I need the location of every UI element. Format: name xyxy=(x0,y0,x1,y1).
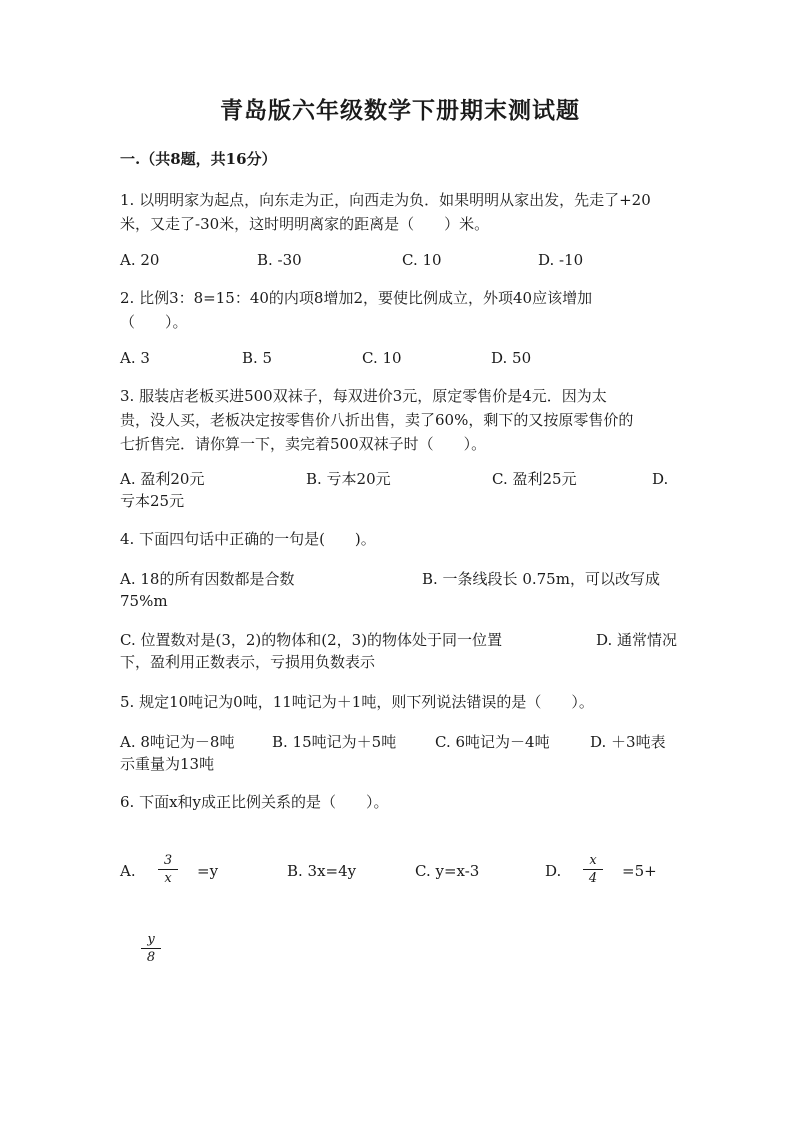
question-3-line-3: 七折售完．请你算一下，卖完着500双袜子时（ ）。 xyxy=(120,435,487,453)
question-3-option-a: A. 盈利20元 xyxy=(120,470,205,488)
question-4-option-d: D. 通常情况 xyxy=(596,631,678,649)
question-4-option-b-wrap: 75%m xyxy=(120,592,168,610)
fraction-numerator: 3 xyxy=(163,853,173,868)
question-3 xyxy=(120,384,685,456)
question-6-option-a-tail: =y xyxy=(197,862,219,880)
question-4-line-1: 4. 下面四句话中正确的一句是( )。 xyxy=(120,530,376,548)
page-title: 青岛版六年级数学下册期末测试题 xyxy=(220,97,580,124)
question-3-option-d: D. xyxy=(652,470,669,488)
question-1-option-d: D. -10 xyxy=(538,251,584,269)
question-5-option-d: D. ＋3吨表 xyxy=(590,733,666,751)
fraction-numerator: y xyxy=(147,932,155,947)
question-5-option-b: B. 15吨记为＋5吨 xyxy=(272,733,397,751)
question-5-option-c: C. 6吨记为－4吨 xyxy=(435,733,550,751)
fraction-numerator: x xyxy=(589,853,597,868)
question-4-option-a: A. 18的所有因数都是合数 xyxy=(120,570,295,588)
fraction-bar xyxy=(141,948,161,949)
question-6-option-a-label: A. xyxy=(120,862,136,880)
question-1-option-a: A. 20 xyxy=(120,251,160,269)
question-1-option-c: C. 10 xyxy=(402,251,442,269)
question-6-option-d-wrap-fraction xyxy=(141,932,161,965)
question-6 xyxy=(120,790,685,814)
question-1 xyxy=(120,188,685,236)
question-1-line-2: 米，又走了-30米，这时明明离家的距离是（ ）米。 xyxy=(120,215,490,233)
section-heading: 一.（共8题，共16分） xyxy=(120,150,277,168)
question-4-option-b: B. 一条线段长 0.75m，可以改写成 xyxy=(422,570,660,588)
question-3-option-d-text: 亏本25元 xyxy=(120,492,185,510)
question-2-option-a: A. 3 xyxy=(120,349,150,367)
question-3-option-b: B. 亏本20元 xyxy=(306,470,391,488)
question-6-option-d-label: D. xyxy=(545,862,562,880)
question-3-line-2: 贵，没人买，老板决定按零售价八折出售，卖了60%，剩下的又按原零售价的 xyxy=(120,411,634,429)
question-5-line-1: 5. 规定10吨记为0吨，11吨记为＋1吨，则下列说法错误的是（ ）。 xyxy=(120,693,594,711)
question-2 xyxy=(120,286,685,334)
question-6-option-d-fraction xyxy=(583,853,603,886)
question-2-line-1: 2. 比例3：8=15：40的内项8增加2，要使比例成立，外项40应该增加 xyxy=(120,289,593,307)
fraction-denominator: 8 xyxy=(146,950,156,965)
question-5-option-d-wrap: 示重量为13吨 xyxy=(120,755,215,773)
fraction-denominator: x xyxy=(164,871,172,886)
question-5 xyxy=(120,690,685,714)
question-4 xyxy=(120,527,685,551)
fraction-denominator: 4 xyxy=(588,871,598,886)
question-1-option-b: B. -30 xyxy=(257,251,302,269)
question-6-option-b: B. 3x=4y xyxy=(287,862,357,880)
question-6-option-c: C. y=x-3 xyxy=(415,862,480,880)
question-2-option-d: D. 50 xyxy=(491,349,532,367)
fraction-bar xyxy=(583,869,603,870)
question-6-option-a-fraction xyxy=(158,853,178,886)
question-3-option-c: C. 盈利25元 xyxy=(492,470,577,488)
question-6-option-d-tail: =5+ xyxy=(622,862,657,880)
question-4-option-c: C. 位置数对是(3，2)的物体和(2，3)的物体处于同一位置 xyxy=(120,631,503,649)
question-2-option-b: B. 5 xyxy=(242,349,273,367)
question-2-option-c: C. 10 xyxy=(362,349,402,367)
question-5-option-a: A. 8吨记为－8吨 xyxy=(120,733,235,751)
fraction-bar xyxy=(158,869,178,870)
question-4-option-d-wrap: 下，盈利用正数表示，亏损用负数表示 xyxy=(120,653,376,671)
question-1-line-1: 1. 以明明家为起点，向东走为正，向西走为负．如果明明从家出发，先走了+20 xyxy=(120,191,651,209)
question-6-line-1: 6. 下面x和y成正比例关系的是（ ）。 xyxy=(120,793,389,811)
question-2-line-2: （ ）。 xyxy=(120,313,188,331)
question-3-line-1: 3. 服装店老板买进500双袜子，每双进价3元，原定零售价是4元．因为太 xyxy=(120,387,607,405)
